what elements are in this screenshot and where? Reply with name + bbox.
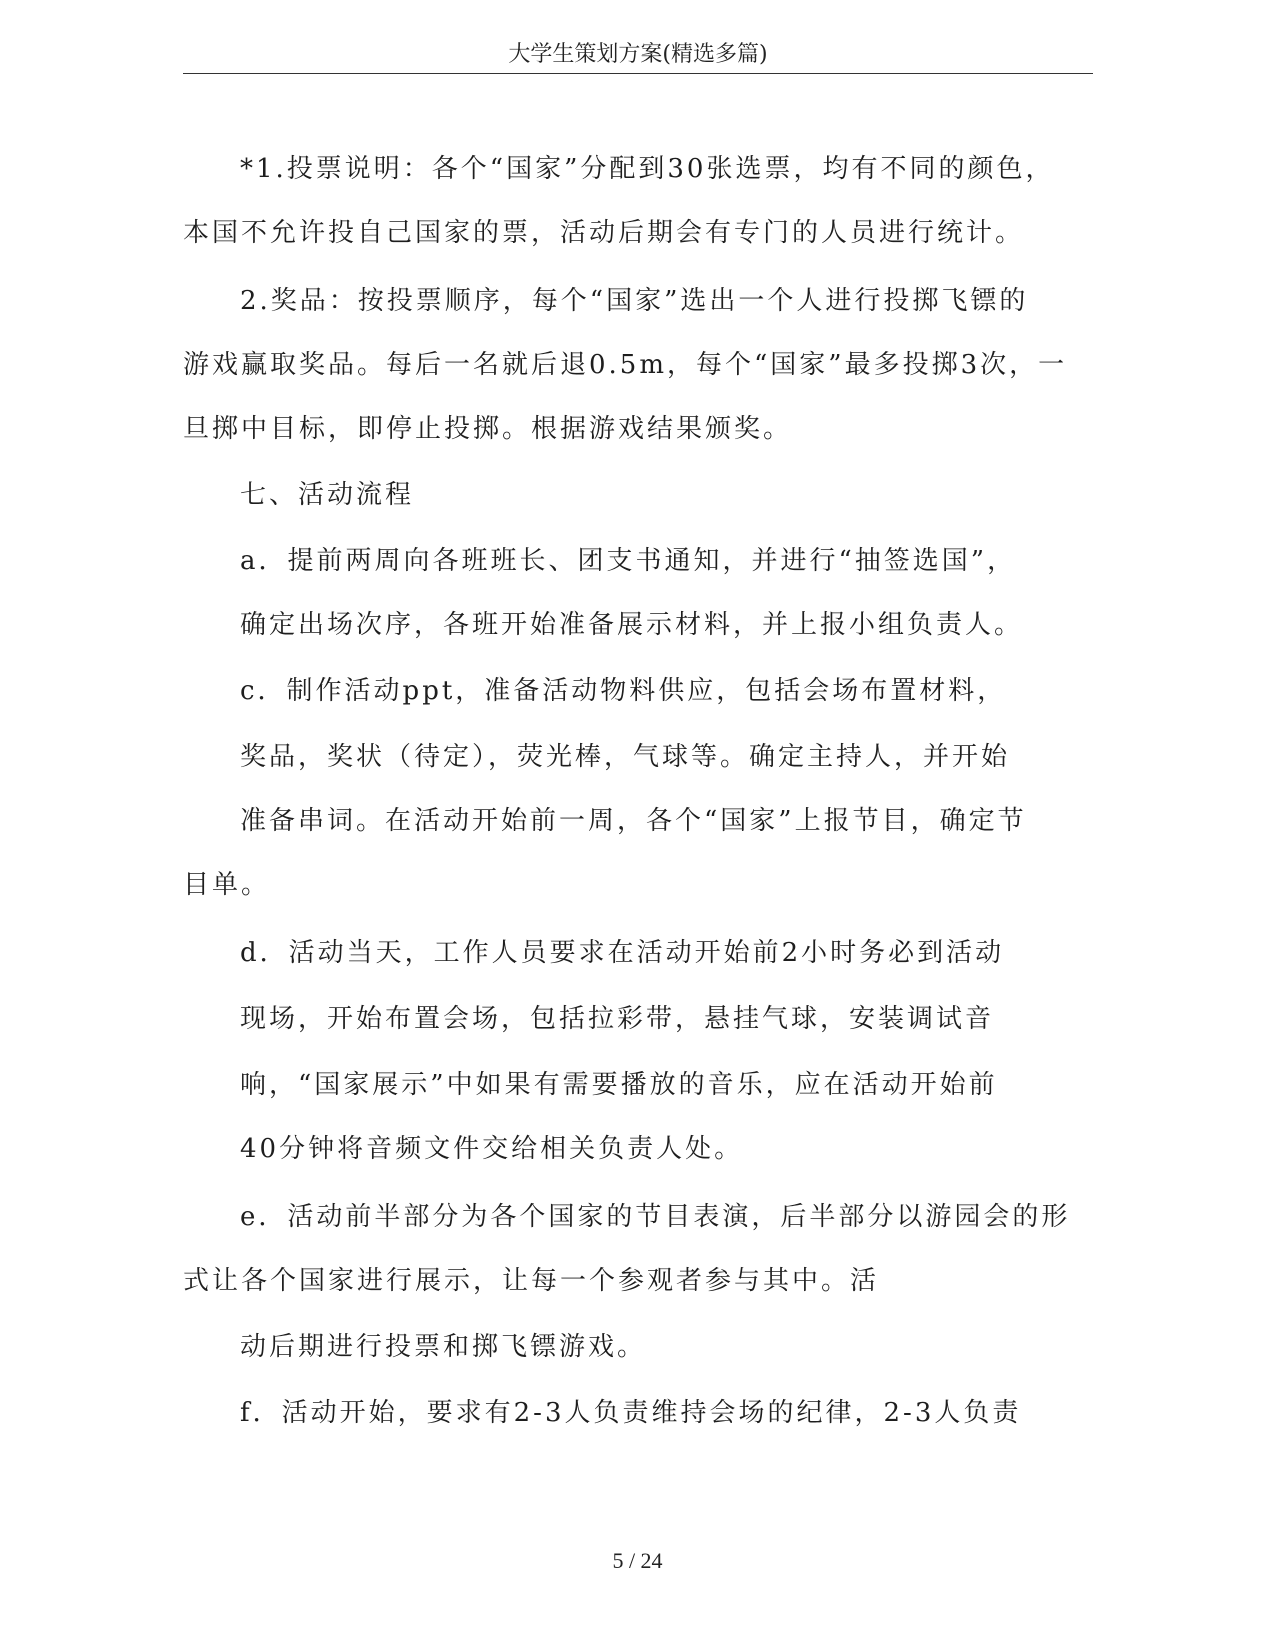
paragraph-line: 动后期进行投票和掷飞镖游戏。	[240, 1332, 647, 1362]
paragraph-line: a．提前两周向各班班长、团支书通知，并进行“抽签选国”，	[240, 546, 1017, 576]
paragraph-line: *1.投票说明：各个“国家”分配到30张选票，均有不同的颜色，	[240, 154, 1055, 184]
paragraph-line: 目单。	[183, 870, 271, 900]
page-header-title: 大学生策划方案(精选多篇)	[508, 42, 768, 67]
paragraph-line: d．活动当天，工作人员要求在活动开始前2小时务必到活动	[240, 938, 1005, 968]
paragraph-line: 本国不允许投自己国家的票，活动后期会有专门的人员进行统计。	[183, 218, 1025, 248]
header-divider	[183, 73, 1093, 74]
section-heading: 七、活动流程	[240, 480, 415, 510]
paragraph-line: 确定出场次序，各班开始准备展示材料，并上报小组负责人。	[240, 610, 1024, 640]
page-number: 5 / 24	[612, 1548, 663, 1573]
paragraph-line: 响，“国家展示”中如果有需要播放的音乐，应在活动开始前	[240, 1070, 998, 1100]
paragraph-line: 奖品，奖状（待定），荧光棒，气球等。确定主持人，并开始	[240, 742, 1011, 772]
paragraph-line: 式让各个国家进行展示，让每一个参观者参与其中。活	[183, 1266, 880, 1296]
paragraph-line: 现场，开始布置会场，包括拉彩带，悬挂气球，安装调试音	[240, 1004, 995, 1034]
paragraph-line: e．活动前半部分为各个国家的节目表演，后半部分以游园会的形	[240, 1202, 1071, 1232]
paragraph-line: 40分钟将音频文件交给相关负责人处。	[240, 1134, 744, 1164]
paragraph-line: 旦掷中目标，即停止投掷。根据游戏结果颁奖。	[183, 414, 793, 444]
paragraph-line: 2.奖品：按投票顺序，每个“国家”选出一个人进行投掷飞镖的	[240, 286, 1029, 316]
paragraph-line: c．制作活动ppt，准备活动物料供应，包括会场布置材料，	[240, 676, 1007, 706]
paragraph-line: f．活动开始，要求有2-3人负责维持会场的纪律，2-3人负责	[240, 1398, 1022, 1428]
paragraph-line: 准备串词。在活动开始前一周，各个“国家”上报节目，确定节	[240, 806, 1027, 836]
paragraph-line: 游戏赢取奖品。每后一名就后退0.5m，每个“国家”最多投掷3次，一	[183, 350, 1068, 380]
